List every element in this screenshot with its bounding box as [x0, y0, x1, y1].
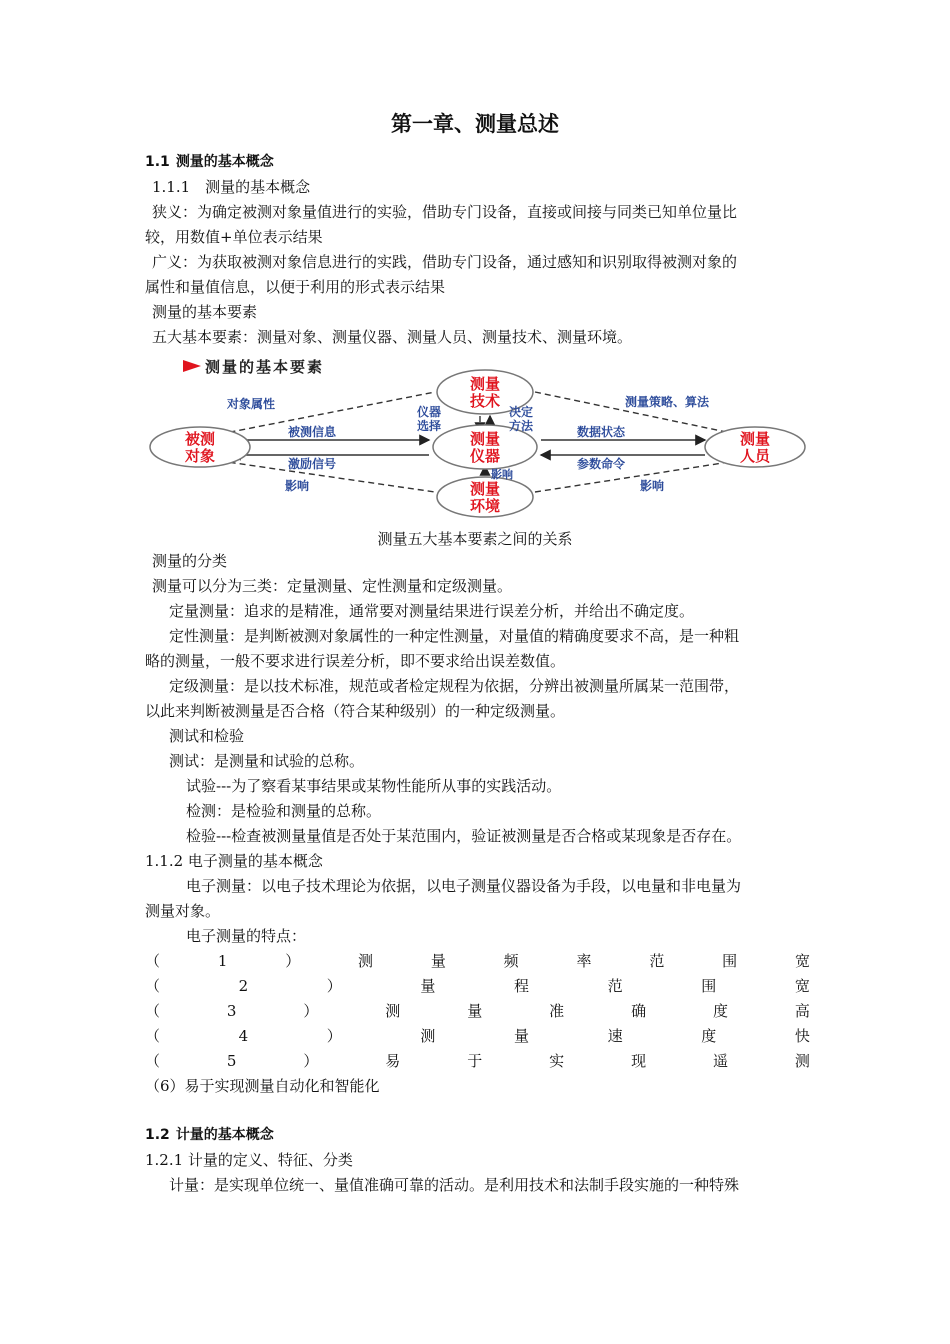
grade-measurement-line-1: 定级测量：是以技术标准，规范或者检定规程为依据，分辨出被测量所属某一范围带， — [169, 677, 740, 695]
feature-line-5 — [145, 1051, 810, 1071]
subsection-1-1-2: 1.1.2 电子测量的基本概念 — [145, 852, 323, 870]
section-number: 1.1 — [145, 154, 170, 170]
broad-definition-line-2: 属性和量值信息，以便于利用的形式表示结果 — [145, 278, 446, 296]
feature-line-3 — [145, 1001, 810, 1021]
feature-char: 现 — [631, 1052, 647, 1070]
elements-heading: 测量的基本要素 — [152, 303, 258, 321]
diagram-caption: 测量五大基本要素之间的关系 — [377, 530, 573, 548]
feature-char: ） — [326, 977, 342, 995]
feature-char: 率 — [576, 952, 592, 970]
test-definition: 测试：是测量和试验的总称。 — [169, 752, 365, 770]
feature-char: 3 — [226, 1002, 237, 1020]
node-technology-line-2: 技术 — [469, 392, 501, 410]
feature-char: 测 — [420, 1027, 436, 1045]
grade-measurement-line-2: 以此来判断被测量是否合格（符合某种级别）的一种定级测量。 — [145, 702, 566, 720]
feature-char: 4 — [238, 1027, 249, 1045]
broad-definition-line-1: 广义：为获取被测对象信息进行的实践，借助专门设备，通过感知和识别取得被测对象的 — [152, 253, 738, 271]
label-choose-line-1: 仪器 — [417, 405, 442, 419]
section-heading-1-1 — [145, 152, 810, 172]
feature-char: 量 — [467, 1002, 483, 1020]
feature-char: 量 — [514, 1027, 530, 1045]
feature-char: 2 — [238, 977, 249, 995]
feature-char: 量 — [430, 952, 446, 970]
feature-char: 围 — [701, 977, 717, 995]
qualitative-measurement-line-2: 略的测量，一般不要求进行误差分析，即不要求给出误差数值。 — [145, 652, 566, 670]
subsection-1-1-1: 1.1.1 测量的基本概念 — [152, 178, 311, 196]
label-data-state: 数据状态 — [577, 425, 626, 439]
node-object-line-1: 被测 — [184, 430, 216, 448]
feature-line-1 — [145, 951, 810, 971]
feature-char: 范 — [649, 952, 665, 970]
feature-char: 高 — [794, 1002, 810, 1020]
label-choose-line-2: 选择 — [417, 419, 442, 433]
electronic-measurement-line-2: 测量对象。 — [145, 902, 221, 920]
classification-heading: 测量的分类 — [152, 552, 228, 570]
label-influence-left: 影响 — [285, 479, 310, 493]
label-influence-right: 影响 — [640, 479, 665, 493]
feature-char: 宽 — [794, 977, 810, 995]
elements-text: 五大基本要素：测量对象、测量仪器、测量人员、测量技术、测量环境。 — [152, 328, 633, 346]
label-param-command: 参数命令 — [577, 457, 626, 471]
qualitative-measurement-line-1: 定性测量：是判断被测对象属性的一种定性测量，对量值的精确度要求不高，是一种粗 — [169, 627, 740, 645]
node-instrument-line-1: 测量 — [469, 430, 501, 448]
feature-char: 实 — [549, 1052, 565, 1070]
section-heading-1-2 — [145, 1125, 810, 1145]
label-decide-line-2: 方法 — [509, 419, 534, 433]
feature-char: 于 — [467, 1052, 483, 1070]
feature-line-6: （6）易于实现测量自动化和智能化 — [145, 1077, 380, 1095]
feature-char: （ — [145, 1002, 161, 1020]
feature-char: 确 — [631, 1002, 647, 1020]
feature-char: 速 — [607, 1027, 623, 1045]
feature-char: ） — [285, 952, 301, 970]
node-instrument-line-2: 仪器 — [469, 447, 501, 465]
label-excite-signal: 激励信号 — [288, 457, 337, 471]
feature-char: 1 — [217, 952, 228, 970]
detection-definition: 检测：是检验和测量的总称。 — [186, 802, 382, 820]
feature-char: 测 — [385, 1002, 401, 1020]
section-text: 测量的基本概念 — [175, 154, 274, 170]
feature-char: 遥 — [712, 1052, 728, 1070]
feature-char: 准 — [549, 1002, 565, 1020]
feature-char: （ — [145, 952, 161, 970]
test-inspection-heading: 测试和检验 — [169, 727, 245, 745]
subsection-1-2-1: 1.2.1 计量的定义、特征、分类 — [145, 1151, 353, 1169]
feature-char: 易 — [385, 1052, 401, 1070]
narrow-definition-line-1: 狭义：为确定被测对象量值进行的实验，借助专门设备，直接或间接与同类已知单位量比 — [152, 203, 738, 221]
feature-char: 测 — [794, 1052, 810, 1070]
feature-char: （ — [145, 1052, 161, 1070]
trial-definition: 试验---为了察看某事结果或某物性能所从事的实践活动。 — [186, 777, 562, 795]
feature-char: 度 — [712, 1002, 728, 1020]
node-person-line-1: 测量 — [739, 430, 771, 448]
feature-char: 快 — [794, 1027, 810, 1045]
measurement-elements-diagram — [145, 352, 810, 520]
feature-char: 度 — [701, 1027, 717, 1045]
feature-char: 宽 — [794, 952, 810, 970]
feature-char: （ — [145, 1027, 161, 1045]
quantitative-measurement: 定量测量：追求的是精准，通常要对测量结果进行误差分析，并给出不确定度。 — [169, 602, 695, 620]
label-object-attribute: 对象属性 — [227, 397, 276, 411]
chapter-title: 第一章、测量总述 — [391, 111, 559, 136]
diagram-heading: 测量的基本要素 — [205, 358, 325, 376]
label-decide-line-1: 决定 — [509, 405, 534, 419]
feature-line-4 — [145, 1026, 810, 1046]
node-technology-line-1: 测量 — [469, 375, 501, 393]
feature-char: 围 — [722, 952, 738, 970]
node-environment-line-1: 测量 — [469, 480, 501, 498]
inspection-definition: 检验---检查被测量量值是否处于某范围内，验证被测量是否合格或某现象是否存在。 — [186, 827, 742, 845]
feature-char: 5 — [226, 1052, 237, 1070]
triangle-bullet-icon — [183, 360, 201, 372]
metrology-definition: 计量：是实现单位统一、量值准确可靠的活动。是利用技术和法制手段实施的一种特殊 — [169, 1176, 740, 1194]
feature-char: 测 — [358, 952, 374, 970]
features-heading: 电子测量的特点： — [186, 927, 307, 945]
feature-char: 频 — [503, 952, 519, 970]
electronic-measurement-line-1: 电子测量：以电子技术理论为依据，以电子测量仪器设备为手段，以电量和非电量为 — [186, 877, 742, 895]
section-text: 计量的基本概念 — [175, 1127, 274, 1143]
feature-char: ） — [326, 1027, 342, 1045]
feature-char: 程 — [514, 977, 530, 995]
node-environment-line-2: 环境 — [469, 497, 501, 515]
classification-text: 测量可以分为三类：定量测量、定性测量和定级测量。 — [152, 577, 513, 595]
section-number: 1.2 — [145, 1127, 170, 1143]
feature-char: 范 — [607, 977, 623, 995]
feature-char: （ — [145, 977, 161, 995]
feature-line-2 — [145, 976, 810, 996]
node-object-line-2: 对象 — [184, 447, 216, 465]
node-person-line-2: 人员 — [739, 447, 771, 465]
feature-char: ） — [303, 1052, 319, 1070]
label-strategy: 测量策略、算法 — [625, 395, 710, 409]
label-influence-center: 影响 — [491, 468, 513, 481]
feature-char: ） — [303, 1002, 319, 1020]
feature-char: 量 — [420, 977, 436, 995]
label-measured-info: 被测信息 — [288, 425, 337, 439]
narrow-definition-line-2: 较，用数值+单位表示结果 — [145, 228, 323, 246]
